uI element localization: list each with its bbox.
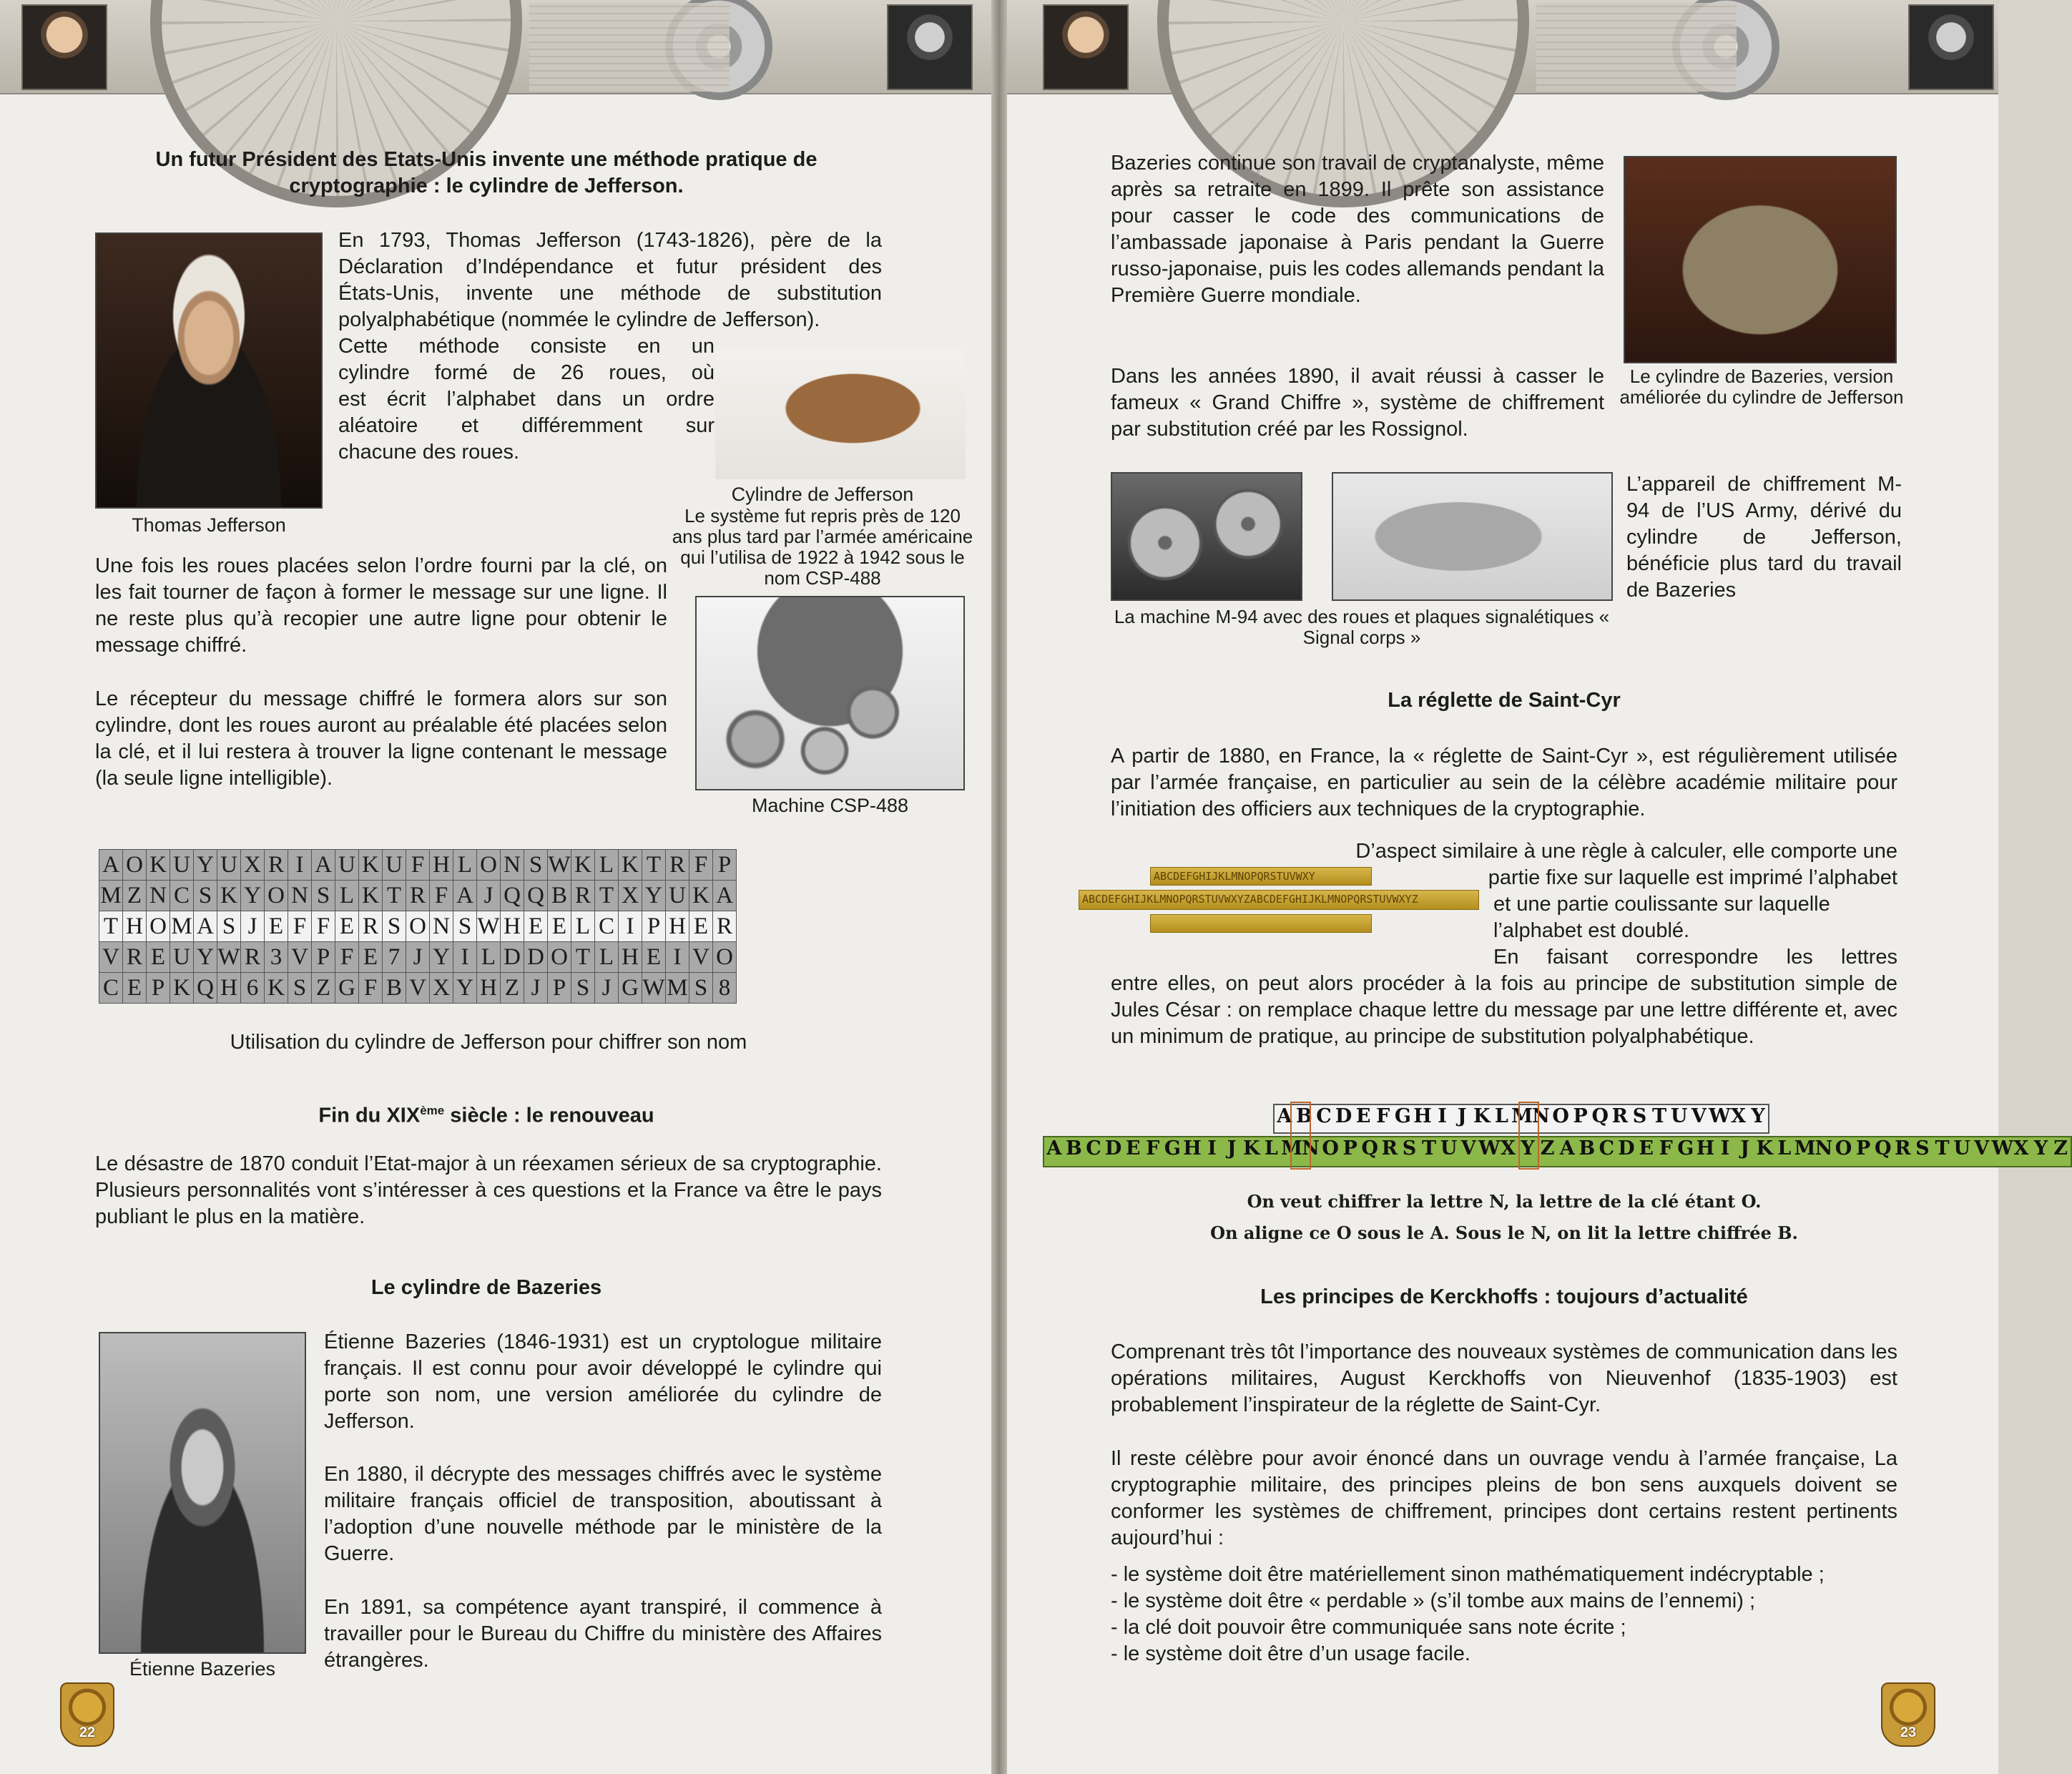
alphabet-letter: U [1440, 1137, 1458, 1160]
m94-wheels-image [1111, 472, 1302, 601]
alphabet-letter: J [1740, 1137, 1749, 1160]
alphabet-letter: C [1599, 1137, 1615, 1160]
principle-item: - le système doit être « perdable » (s’il tombe aux mains de l’ennemi) ; [1111, 1589, 1756, 1612]
m94-paragraph: L’appareil de chiffrement M-94 de l’US Army, dérivé du cylindre de Jefferson, bénéficie plus tard du travail de Bazeries [1626, 473, 1902, 602]
section-heading-bazeries: Le cylindre de Bazeries [370, 1276, 602, 1299]
alphabet-letter: J [1457, 1105, 1467, 1127]
intro-line: polyalphabétique (nommée le cylindre de Jefferson). [338, 308, 820, 331]
bazeries-cylinder-caption: Le cylindre de Bazeries, version améliorée du cylindre de Jefferson [1619, 366, 1904, 408]
cipher-cell: T [383, 881, 406, 911]
alphabet-letter: K [1473, 1105, 1491, 1127]
cipher-cell: E [335, 911, 359, 942]
cipher-cell: C [595, 911, 619, 942]
aspect-line: En faisant correspondre les lettres [1493, 946, 1897, 969]
aspect-line: l’alphabet est doublé. [1493, 919, 1690, 942]
cipher-cell: R [713, 911, 737, 942]
aspect-line: partie fixe sur laquelle est imprimé l’alphabet [1488, 866, 1897, 889]
alphabet-note [1111, 1186, 1897, 1249]
cipher-cell: E [689, 911, 713, 942]
cipher-cell: A [453, 881, 477, 911]
cipher-cell: E [265, 911, 288, 942]
alphabet-letter: I [1438, 1105, 1447, 1127]
cipher-cell: Z [501, 973, 524, 1004]
csp-caption: Machine CSP-488 [751, 795, 909, 816]
alphabet-letter: Z [2053, 1137, 2068, 1160]
section-heading-renouveau [97, 1097, 876, 1129]
alphabet-letter: N [1532, 1105, 1550, 1127]
cipher-cell: O [147, 911, 170, 942]
cipher-cell: N [501, 850, 524, 881]
cipher-cell: C [99, 973, 123, 1004]
intro-line: États-Unis, invente une méthode de substitution [338, 282, 882, 305]
alphabet-letter: B [1578, 1137, 1596, 1160]
wheels-paragraph: Une fois les roues placées selon l’ordre fourni par la clé, on les fait tourner de façon à former le message sur une ligne. Il ne reste plus qu’à recopier une autre ligne pour obtenir le message chiffré. [95, 554, 667, 657]
cipher-cell: N [288, 881, 312, 911]
alphabet-letter: D [1104, 1137, 1122, 1160]
bazeries-caption: Étienne Bazeries [129, 1658, 276, 1680]
cipher-cell: Y [430, 942, 453, 973]
alphabet-letter: W [1478, 1137, 1501, 1160]
intro-line: est écrit l’alphabet dans un ordre [338, 388, 715, 411]
letter-grid-image [1536, 3, 1737, 92]
alphabet-letter: U [1670, 1105, 1688, 1127]
cipher-cell: P [642, 911, 666, 942]
cipher-cell: Y [642, 881, 666, 911]
cipher-cell: W [548, 850, 571, 881]
alphabet-letter: V [1974, 1137, 1990, 1160]
cipher-cell: N [430, 911, 453, 942]
alphabet-letter: T [1422, 1137, 1437, 1160]
alphabet-letter: O [1835, 1137, 1852, 1160]
cipher-cell: M [666, 973, 689, 1004]
bazeries-thumbnail [1908, 4, 1994, 90]
alphabet-letter: Q [1361, 1137, 1379, 1160]
cipher-row [99, 911, 737, 942]
page-number: 23 [1900, 1725, 1917, 1740]
cipher-cell: P [147, 973, 170, 1004]
alphabet-letter: S [1915, 1137, 1930, 1160]
cipher-cell: I [288, 850, 312, 881]
cipher-cell: V [406, 973, 430, 1004]
bazeries-paragraph-1: Étienne Bazeries (1846-1931) est un cryptologue militaire français. Il est connu pour avoir développé le cylindre qui porte son nom, une version améliorée du cylindre de Jefferson. [324, 1330, 882, 1433]
cipher-cell: R [123, 942, 147, 973]
intro-line: Déclaration d’Indépendance et futur président des [338, 255, 882, 278]
kerckhoffs-paragraph-1: Comprenant très tôt l’importance des nouveaux systèmes de communication dans les opérations militaires, August Kerckhoffs von Nieuvenhof (1835-1903) est probablement l’inspirateur de la réglette de Saint-Cyr. [1111, 1341, 1897, 1416]
cipher-cell: V [689, 942, 713, 973]
cipher-cell: K [265, 973, 288, 1004]
cipher-cell: T [642, 850, 666, 881]
cipher-cell: S [689, 973, 713, 1004]
cipher-cell: H [666, 911, 689, 942]
bazeries-thumbnail [887, 4, 973, 90]
cipher-cell: E [123, 973, 147, 1004]
alphabet-letter: J [1227, 1137, 1237, 1160]
cipher-row [99, 942, 737, 973]
key-letter-highlight [1290, 1102, 1311, 1170]
principle-item: - la clé doit pouvoir être communiquée sans note écrite ; [1111, 1616, 1626, 1639]
cipher-cell: I [453, 942, 477, 973]
cipher-cell: S [312, 881, 335, 911]
cipher-cell: F [689, 850, 713, 881]
alphabet-letter: V [1460, 1137, 1476, 1160]
alphabet-letter: C [1316, 1105, 1332, 1127]
jefferson-cylinder-image [715, 351, 966, 479]
cipher-cell: K [619, 850, 642, 881]
aspect-line: et une partie coulissante sur laquelle [1493, 893, 1830, 916]
aspect-paragraph [1111, 838, 1897, 1050]
alphabet-letter: G [1394, 1105, 1411, 1127]
cipher-cell: S [217, 911, 241, 942]
page-badge [60, 1682, 114, 1747]
cipher-cell: Q [501, 881, 524, 911]
alphabet-letter: Y [1751, 1105, 1765, 1127]
cipher-cell: S [383, 911, 406, 942]
intro-line: Cette méthode consiste en un [338, 335, 715, 358]
cipher-cell: P [713, 850, 737, 881]
cipher-cell: Y [453, 973, 477, 1004]
cipher-cell: U [666, 881, 689, 911]
page-heading: Un futur Président des Etats-Unis invente une méthode pratique de cryptographie : le cylindre de Jefferson. [155, 148, 817, 197]
alphabet-letter: H [1183, 1137, 1202, 1160]
cipher-cell: H [501, 911, 524, 942]
cipher-cell: O [123, 850, 147, 881]
cipher-cell: N [147, 881, 170, 911]
cipher-cell: E [359, 942, 383, 973]
cipher-cell: H [477, 973, 501, 1004]
cipher-cell: F [312, 911, 335, 942]
cipher-cell: 7 [383, 942, 406, 973]
cipher-cell: R [406, 881, 430, 911]
alphabet-letter: A [1046, 1137, 1062, 1160]
cipher-cell: L [335, 881, 359, 911]
alphabet-note-line-1: On veut chiffrer la lettre N, la lettre de la clé étant O. [1247, 1191, 1762, 1212]
cipher-cell: S [194, 881, 217, 911]
table-caption: Utilisation du cylindre de Jefferson pour chiffrer son nom [230, 1031, 747, 1054]
cipher-cell: U [217, 850, 241, 881]
cipher-row [99, 973, 737, 1004]
cipher-cell: L [453, 850, 477, 881]
cipher-cell: I [666, 942, 689, 973]
reglette-top-bar: ABCDEFGHIJKLMNOPQRSTUVWXY [1150, 867, 1372, 886]
alphabet-letter: A [1559, 1137, 1575, 1160]
aspect-line: D’aspect similaire à une règle à calculer, elle comporte une [1355, 840, 1897, 863]
cipher-cell: F [335, 942, 359, 973]
alphabet-letter: X [1500, 1137, 1516, 1160]
heading-part: Fin du XIX [318, 1104, 421, 1127]
cylinder-caption-title: Cylindre de Jefferson [731, 484, 914, 505]
alphabet-letter: K [1756, 1137, 1773, 1160]
alphabet-letter: H [1696, 1137, 1715, 1160]
cipher-cell: H [619, 942, 642, 973]
cipher-cell: I [619, 911, 642, 942]
alphabet-letter: P [1855, 1137, 1871, 1160]
alphabet-letter: P [1342, 1137, 1357, 1160]
cipher-cell: G [335, 973, 359, 1004]
cipher-cell: E [548, 911, 571, 942]
alphabet-letter: Z [1540, 1137, 1555, 1160]
receiver-paragraph: Le récepteur du message chiffré le formera alors sur son cylindre, dont les roues auront au préalable été placées selon la clé, et il lui restera à trouver la ligne contenant le message (la seule ligne intelligible). [95, 687, 667, 790]
cipher-cell: W [642, 973, 666, 1004]
alphabet-letter: H [1413, 1105, 1432, 1127]
cipher-cell: R [666, 850, 689, 881]
reglette-middle-bar: ABCDEFGHIJKLMNOPQRSTUVWXYZABCDEFGHIJKLMNOPQRSTUVWXYZ [1079, 890, 1479, 910]
alphabet-letter: T [1935, 1137, 1950, 1160]
alphabet-letter: R [1611, 1105, 1629, 1127]
cipher-cell: O [477, 850, 501, 881]
cipher-cell: X [430, 973, 453, 1004]
cipher-cell: Q [524, 881, 548, 911]
cipher-cell: Y [194, 942, 217, 973]
alphabet-letter: W [1709, 1105, 1731, 1127]
cipher-cell: C [170, 881, 194, 911]
principle-item: - le système doit être matériellement sinon mathématiquement indécryptable ; [1111, 1563, 1825, 1586]
alphabet-letter: G [1677, 1137, 1694, 1160]
alphabet-letter: F [1146, 1137, 1160, 1160]
alphabet-letter: V [1691, 1105, 1707, 1127]
cipher-cell: K [147, 850, 170, 881]
alphabet-letter: N [1302, 1137, 1320, 1160]
cipher-cell: V [288, 942, 312, 973]
alphabet-letter: Q [1591, 1105, 1609, 1127]
cipher-cell: K [571, 850, 595, 881]
cipher-cell: J [477, 881, 501, 911]
cipher-cell: K [217, 881, 241, 911]
alphabet-letter: W [1991, 1137, 2013, 1160]
book-spine [991, 0, 1007, 1774]
cipher-cell: T [595, 881, 619, 911]
alphabet-letter: M [1511, 1105, 1533, 1127]
cipher-cell: L [477, 942, 501, 973]
cipher-cell: M [170, 911, 194, 942]
cipher-cell: H [430, 850, 453, 881]
cipher-cell: J [406, 942, 430, 973]
csp-488-image [695, 596, 965, 790]
cipher-cell: D [524, 942, 548, 973]
cipher-cell: A [713, 881, 737, 911]
cipher-cell: Q [194, 973, 217, 1004]
cipher-cell: H [123, 911, 147, 942]
alphabet-letter: X [2013, 1137, 2029, 1160]
cipher-cell: E [147, 942, 170, 973]
alphabet-letter: E [1639, 1137, 1654, 1160]
alphabet-letter: D [1335, 1105, 1352, 1127]
cipher-cell: P [312, 942, 335, 973]
alphabet-letter: R [1381, 1137, 1398, 1160]
cipher-cell: R [571, 881, 595, 911]
cipher-cell: X [241, 850, 265, 881]
alphabet-letter: I [1720, 1137, 1730, 1160]
alphabet-letter: F [1376, 1105, 1390, 1127]
cipher-cell: O [713, 942, 737, 973]
cipher-cell: R [265, 850, 288, 881]
cipher-cell: 8 [713, 973, 737, 1004]
header-banner [0, 0, 991, 94]
intro-line: chacune des roues. [338, 441, 520, 464]
cipher-cell: L [595, 850, 619, 881]
page-number: 22 [79, 1725, 96, 1740]
cipher-cell: E [524, 911, 548, 942]
cipher-cell: R [359, 911, 383, 942]
alphabet-letter: M [1794, 1137, 1816, 1160]
plain-letter-highlight [1518, 1102, 1539, 1170]
alphabet-letter: M [1281, 1137, 1303, 1160]
cipher-cell: U [335, 850, 359, 881]
cipher-cell: F [430, 881, 453, 911]
cipher-cell: R [241, 942, 265, 973]
alphabet-letter: E [1355, 1105, 1371, 1127]
alphabet-letter: I [1207, 1137, 1217, 1160]
grand-chiffre-paragraph: Dans les années 1890, il avait réussi à casser le fameux « Grand Chiffre », système de chiffrement par substitution créé par les Rossignol. [1111, 365, 1604, 441]
page-right [1007, 0, 2068, 1774]
cipher-cell: X [619, 881, 642, 911]
alphabet-letter: G [1164, 1137, 1181, 1160]
cipher-cell: M [99, 881, 123, 911]
cipher-cell: W [217, 942, 241, 973]
alphabet-letter: L [1777, 1137, 1792, 1160]
cipher-cell: S [453, 911, 477, 942]
cipher-cell: Y [194, 850, 217, 881]
continue-paragraph: Bazeries continue son travail de cryptanalyste, même après sa retraite en 1899. Il prête son assistance pour casser le code des communications de l’ambassade japonaise à Paris pendant la Guerre russo-japonaise, puis les codes allemands pendant la Première Guerre mondiale. [1111, 152, 1604, 307]
saint-cyr-paragraph: A partir de 1880, en France, la « réglette de Saint-Cyr », est régulièrement utilisée par l’armée française, en particulier au sein de la célèbre académie militaire pour l’initiation des officiers aux techniques de la cryptographie. [1111, 745, 1897, 820]
alphabet-letter: Y [1521, 1137, 1535, 1160]
section-heading-saint-cyr: La réglette de Saint-Cyr [1388, 689, 1621, 712]
jefferson-thumbnail [1043, 4, 1129, 90]
cipher-table [99, 849, 737, 1004]
alphabet-letter: X [1730, 1105, 1746, 1127]
jefferson-thumbnail [21, 4, 107, 90]
alphabet-letter: O [1552, 1105, 1569, 1127]
cipher-cell: F [406, 850, 430, 881]
m94-caption: La machine M-94 avec des roues et plaques signalétiques « Signal corps » [1114, 606, 1610, 648]
cipher-cell: A [194, 911, 217, 942]
cipher-cell: U [170, 942, 194, 973]
section-heading-kerckhoffs: Les principes de Kerckhoffs : toujours d’actualité [1260, 1285, 1748, 1308]
page-left [0, 0, 991, 1774]
alphabet-note-line-2: On aligne ce O sous le A. Sous le N, on lit la lettre chiffrée B. [1210, 1222, 1798, 1243]
alphabet-letter: F [1659, 1137, 1673, 1160]
alphabet-letter: K [1243, 1137, 1260, 1160]
kerckhoffs-paragraph-2: Il reste célèbre pour avoir énoncé dans un ouvrage vendu à l’armée française, La cryptographie militaire, des principes pleins de bon sens auxquels doivent se conformer les systèmes de chiffrement, principes dont certains restent pertinents aujourd’hui : [1111, 1447, 1897, 1549]
cipher-cell: U [383, 850, 406, 881]
bazeries-cylinder-image [1624, 156, 1897, 363]
cipher-cell: D [501, 942, 524, 973]
cipher-cell: J [241, 911, 265, 942]
alphabet-letter: N [1815, 1137, 1833, 1160]
aspect-paragraph-end: entre elles, on peut alors procéder à la fois au principe de substitution simple de Jules César : on remplace chaque lettre du message par une lettre différente et, avec un minimum de pratique, au principe de substitution polyalphabétique. [1111, 972, 1897, 1048]
alphabet-letter: L [1494, 1105, 1508, 1127]
cipher-row [99, 881, 737, 911]
jefferson-portrait [95, 232, 323, 509]
alphabet-letter: C [1086, 1137, 1101, 1160]
header-banner [1007, 0, 1998, 94]
cipher-cell: F [359, 973, 383, 1004]
page-badge [1881, 1682, 1935, 1747]
cipher-cell: Z [123, 881, 147, 911]
alphabet-letter: R [1895, 1137, 1911, 1160]
cipher-cell: E [642, 942, 666, 973]
cipher-cell: U [170, 850, 194, 881]
cipher-cell: B [548, 881, 571, 911]
alphabet-letter: A [1277, 1105, 1292, 1127]
alphabet-letter: B [1065, 1137, 1082, 1160]
alphabet-letter: D [1618, 1137, 1635, 1160]
heading-superscript: ème [420, 1104, 445, 1117]
alphabet-letter: U [1953, 1137, 1970, 1160]
alphabet-letter: B [1295, 1105, 1312, 1127]
cipher-cell: Y [241, 881, 265, 911]
cipher-cell: O [406, 911, 430, 942]
alphabet-letter: Y [2033, 1137, 2048, 1160]
cipher-cell: L [571, 911, 595, 942]
cipher-cell: V [99, 942, 123, 973]
cipher-cell: A [99, 850, 123, 881]
cipher-cell: K [689, 881, 713, 911]
bazeries-paragraph-3: En 1891, sa compétence ayant transpiré, il commence à travailler pour le Bureau du Chiffre du ministère des Affaires étrangères. [324, 1596, 882, 1672]
bazeries-paragraph-2: En 1880, il décrypte des messages chiffrés avec le système militaire français officiel de transposition, aboutissant à l’adoption d’une nouvelle méthode par le ministère de la Guerre. [324, 1463, 882, 1565]
m94-machine-image [1332, 472, 1613, 601]
cipher-cell: T [99, 911, 123, 942]
alphabet-letter: O [1322, 1137, 1339, 1160]
alphabet-letter: P [1573, 1105, 1588, 1127]
principles-list [1111, 1562, 1897, 1667]
alphabet-letter: S [1402, 1137, 1417, 1160]
cipher-cell: J [595, 973, 619, 1004]
cipher-cell: 6 [241, 973, 265, 1004]
cipher-row [99, 850, 737, 881]
principle-item: - le système doit être d’un usage facile. [1111, 1642, 1470, 1665]
cipher-cell: F [288, 911, 312, 942]
letter-grid-image [529, 3, 730, 92]
bazeries-portrait [99, 1332, 306, 1654]
intro-line: cylindre formé de 26 roues, où [338, 361, 715, 384]
cipher-cell: T [571, 942, 595, 973]
alphabet-letter: Q [1874, 1137, 1892, 1160]
cipher-cell: P [548, 973, 571, 1004]
cipher-cell: B [383, 973, 406, 1004]
cipher-cell: O [265, 881, 288, 911]
jefferson-caption: Thomas Jefferson [132, 514, 286, 536]
alphabet-letter: T [1652, 1105, 1667, 1127]
cipher-cell: S [571, 973, 595, 1004]
cipher-cell: 3 [265, 942, 288, 973]
cipher-cell: O [548, 942, 571, 973]
cipher-cell: G [619, 973, 642, 1004]
cipher-cell: L [595, 942, 619, 973]
paragraph-1870: Le désastre de 1870 conduit l’Etat-major à un réexamen sérieux de sa cryptographie. Plusieurs personnalités vont s’intéresser à ces questions et la France va être le pays publiant le plus en la matière. [95, 1152, 882, 1228]
alphabet-sliding-row [1043, 1136, 2072, 1167]
cipher-cell: K [359, 881, 383, 911]
heading-part: siècle : le renouveau [444, 1104, 654, 1127]
alphabet-letter: S [1632, 1105, 1647, 1127]
cipher-cell: A [312, 850, 335, 881]
intro-line: En 1793, Thomas Jefferson (1743-1826), père de la [338, 229, 882, 252]
cipher-cell: K [359, 850, 383, 881]
cipher-cell: H [217, 973, 241, 1004]
cipher-cell: S [524, 850, 548, 881]
cipher-cell: Z [312, 973, 335, 1004]
cylinder-caption-text: Le système fut repris près de 120 ans plus tard par l’armée américaine qui l’utilisa de 1922 à 1942 sous le nom CSP-488 [672, 505, 973, 589]
intro-line: aléatoire et différemment sur [338, 414, 715, 437]
alphabet-letter: L [1264, 1137, 1278, 1160]
alphabet-letter: E [1125, 1137, 1141, 1160]
cipher-cell: W [477, 911, 501, 942]
cipher-cell: J [524, 973, 548, 1004]
cipher-cell: K [170, 973, 194, 1004]
cipher-cell: S [288, 973, 312, 1004]
